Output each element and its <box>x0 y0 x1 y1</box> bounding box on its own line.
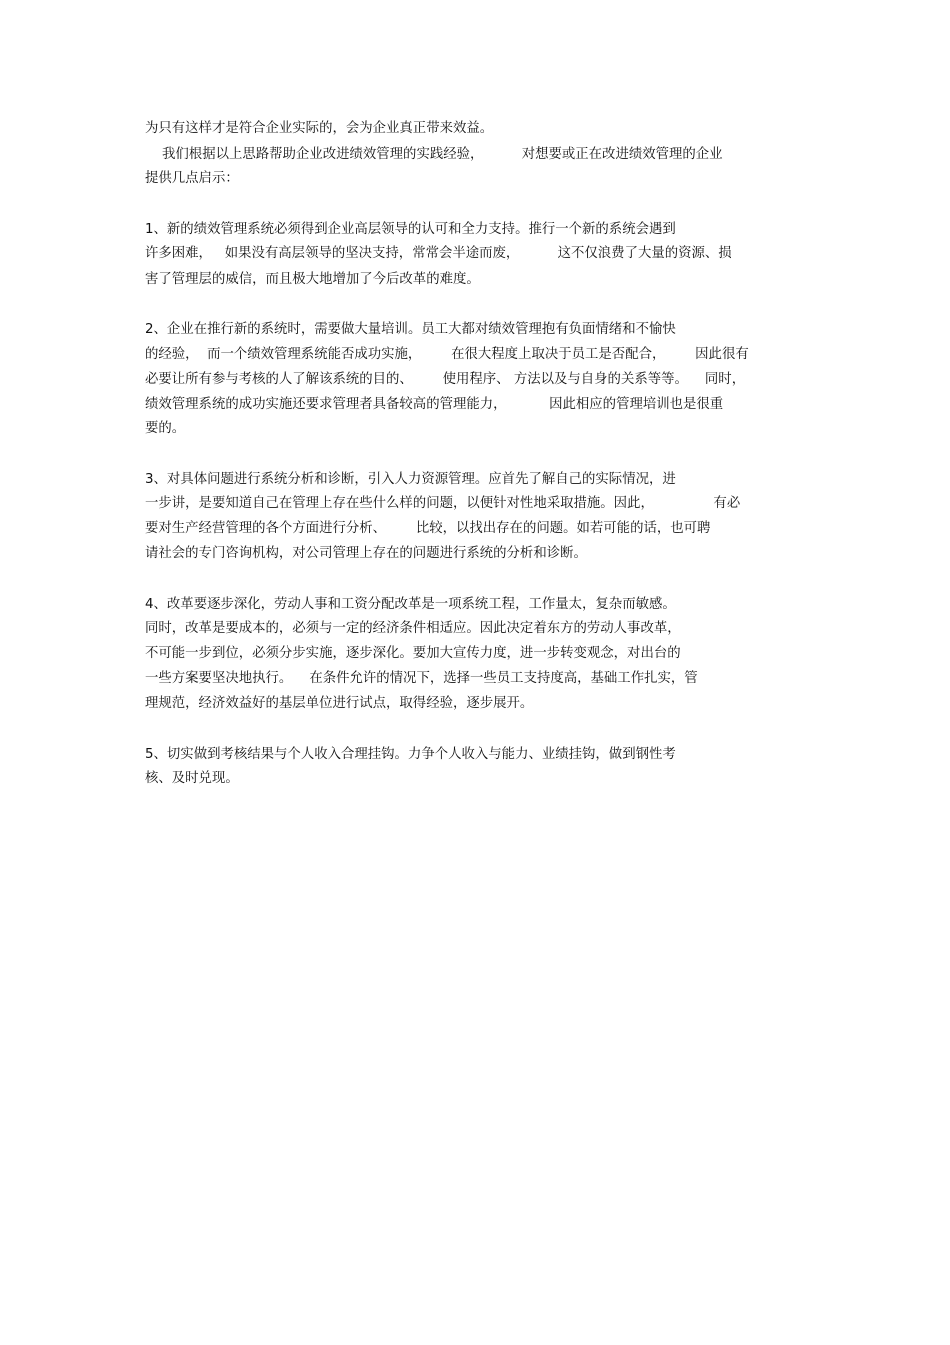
text-line: 请社会的专门咨询机构，对公司管理上存在的问题进行系统的分析和诊断。 <box>145 546 587 561</box>
text-line: 同时，改革是要成本的，必须与一定的经济条件相适应。因此决定着东方的劳动人事改革， <box>145 621 681 636</box>
text-line: 4、改革要逐步深化，劳动人事和工资分配改革是一项系统工程，工作量太，复杂而敏感。 <box>145 597 676 612</box>
text-line: 绩效管理系统的成功实施还要求管理者具备较高的管理能力， 因此相应的管理培训也是很重 <box>145 397 724 412</box>
text-line: 不可能一步到位，必须分步实施，逐步深化。要加大宣传力度，进一步转变观念，对出台的 <box>145 646 681 661</box>
text-line: 2、企业在推行新的系统时，需要做大量培训。员工大都对绩效管理抱有负面情绪和不愉快 <box>145 322 676 337</box>
text-line: 1、新的绩效管理系统必须得到企业高层领导的认可和全力支持。推行一个新的系统会遇到 <box>145 222 676 237</box>
text-line: 一些方案要坚决地执行。 在条件允许的情况下，选择一些员工支持度高，基础工作扎实，管 <box>145 671 698 686</box>
text-line: 一步讲，是要知道自己在管理上存在些什么样的问题，以便针对性地采取措施。因此， 有必 <box>145 496 741 511</box>
text-line: 的经验， 而一个绩效管理系统能否成功实施， 在很大程度上取决于员工是否配合， 因此很有 <box>145 347 749 362</box>
text-line: 我们根据以上思路帮助企业改进绩效管理的实践经验， 对想要或正在改进绩效管理的企业 <box>145 147 723 162</box>
text-line: 5、切实做到考核结果与个人收入合理挂钩。力争个人收入与能力、业绩挂钩，做到钢性考 <box>145 747 676 762</box>
text-line: 理规范，经济效益好的基层单位进行试点，取得经验，逐步展开。 <box>145 696 534 711</box>
text-line: 提供几点启示： <box>145 171 239 186</box>
text-line: 要对生产经营管理的各个方面进行分析、 比较，以找出存在的问题。如若可能的话，也可聘 <box>145 521 711 536</box>
text-line: 害了管理层的威信，而且极大地增加了今后改革的难度。 <box>145 272 480 287</box>
text-line: 3、对具体问题进行系统分析和诊断，引入人力资源管理。应首先了解自己的实际情况，进 <box>145 472 676 487</box>
text-line: 必要让所有参与考核的人了解该系统的目的、 使用程序、 方法以及与自身的关系等等。 同时， <box>145 372 746 387</box>
text-line: 为只有这样才是符合企业实际的，会为企业真正带来效益。 <box>145 121 494 136</box>
text-line: 要的。 <box>145 421 186 436</box>
text-line: 许多困难， 如果没有高层领导的坚决支持，常常会半途而废， 这不仅浪费了大量的资源、损 <box>145 246 732 261</box>
text-line: 核、及时兑现。 <box>145 771 239 786</box>
